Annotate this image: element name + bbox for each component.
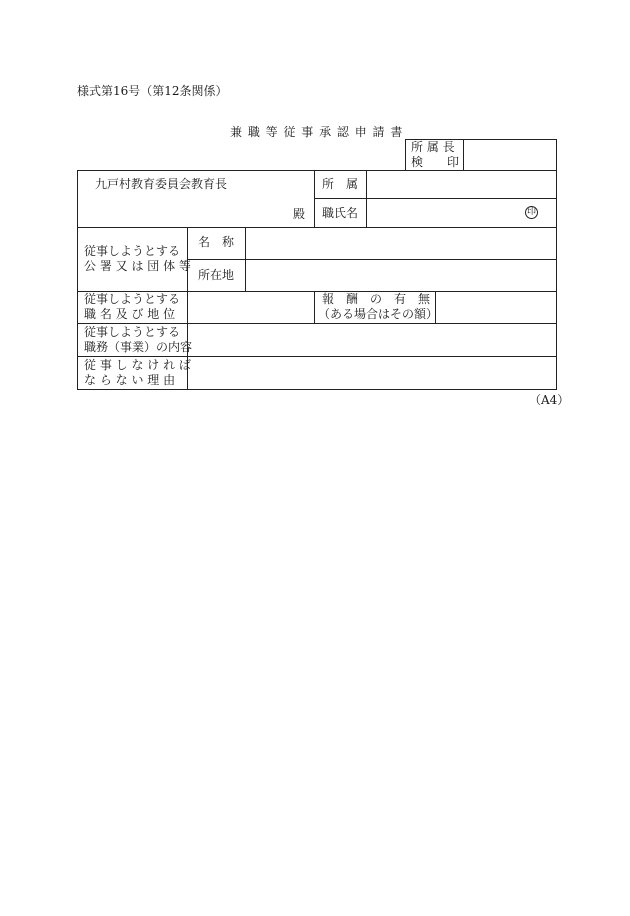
paper-size-note: （A4） xyxy=(529,393,570,407)
remuneration-label-line1: 報 酬 の 有 無 xyxy=(322,292,431,306)
organization-location-label: 所在地 xyxy=(198,268,235,282)
organization-name-label: 名 称 xyxy=(198,235,235,249)
addressee-name: 九戸村教育委員会教育長 xyxy=(95,177,228,191)
remuneration-label-line2: （ある場合はその額） xyxy=(318,307,439,321)
organization-heading-line1: 従事しようとする xyxy=(84,244,181,258)
approval-label-line1: 所 属 長 xyxy=(411,140,455,154)
approval-divider xyxy=(463,139,464,171)
duties-label-line1: 従事しようとする xyxy=(84,325,181,339)
seal-mark: 印 xyxy=(526,207,536,217)
name-title-label: 職氏名 xyxy=(322,206,359,220)
affiliation-label: 所 属 xyxy=(322,177,359,191)
addressee-honorific: 殿 xyxy=(293,207,306,221)
duties-label-line2: 職務（事業）の内容 xyxy=(84,340,193,354)
application-form-table xyxy=(77,170,557,390)
reason-label-line2: な ら な い 理 由 xyxy=(84,373,176,387)
position-label-line2: 職 名 及 び 地 位 xyxy=(84,307,176,321)
document-title: 兼 職 等 従 事 承 認 申 請 書 xyxy=(230,125,404,139)
organization-heading-line2: 公 署 又 は 団 体 等 xyxy=(84,259,191,273)
approval-label-line2: 検 印 xyxy=(411,155,460,169)
position-label-line1: 従事しようとする xyxy=(84,292,181,306)
form-number: 様式第16号（第12条関係） xyxy=(77,84,228,98)
reason-label-line1: 従 事 し な け れ ば xyxy=(84,358,191,372)
